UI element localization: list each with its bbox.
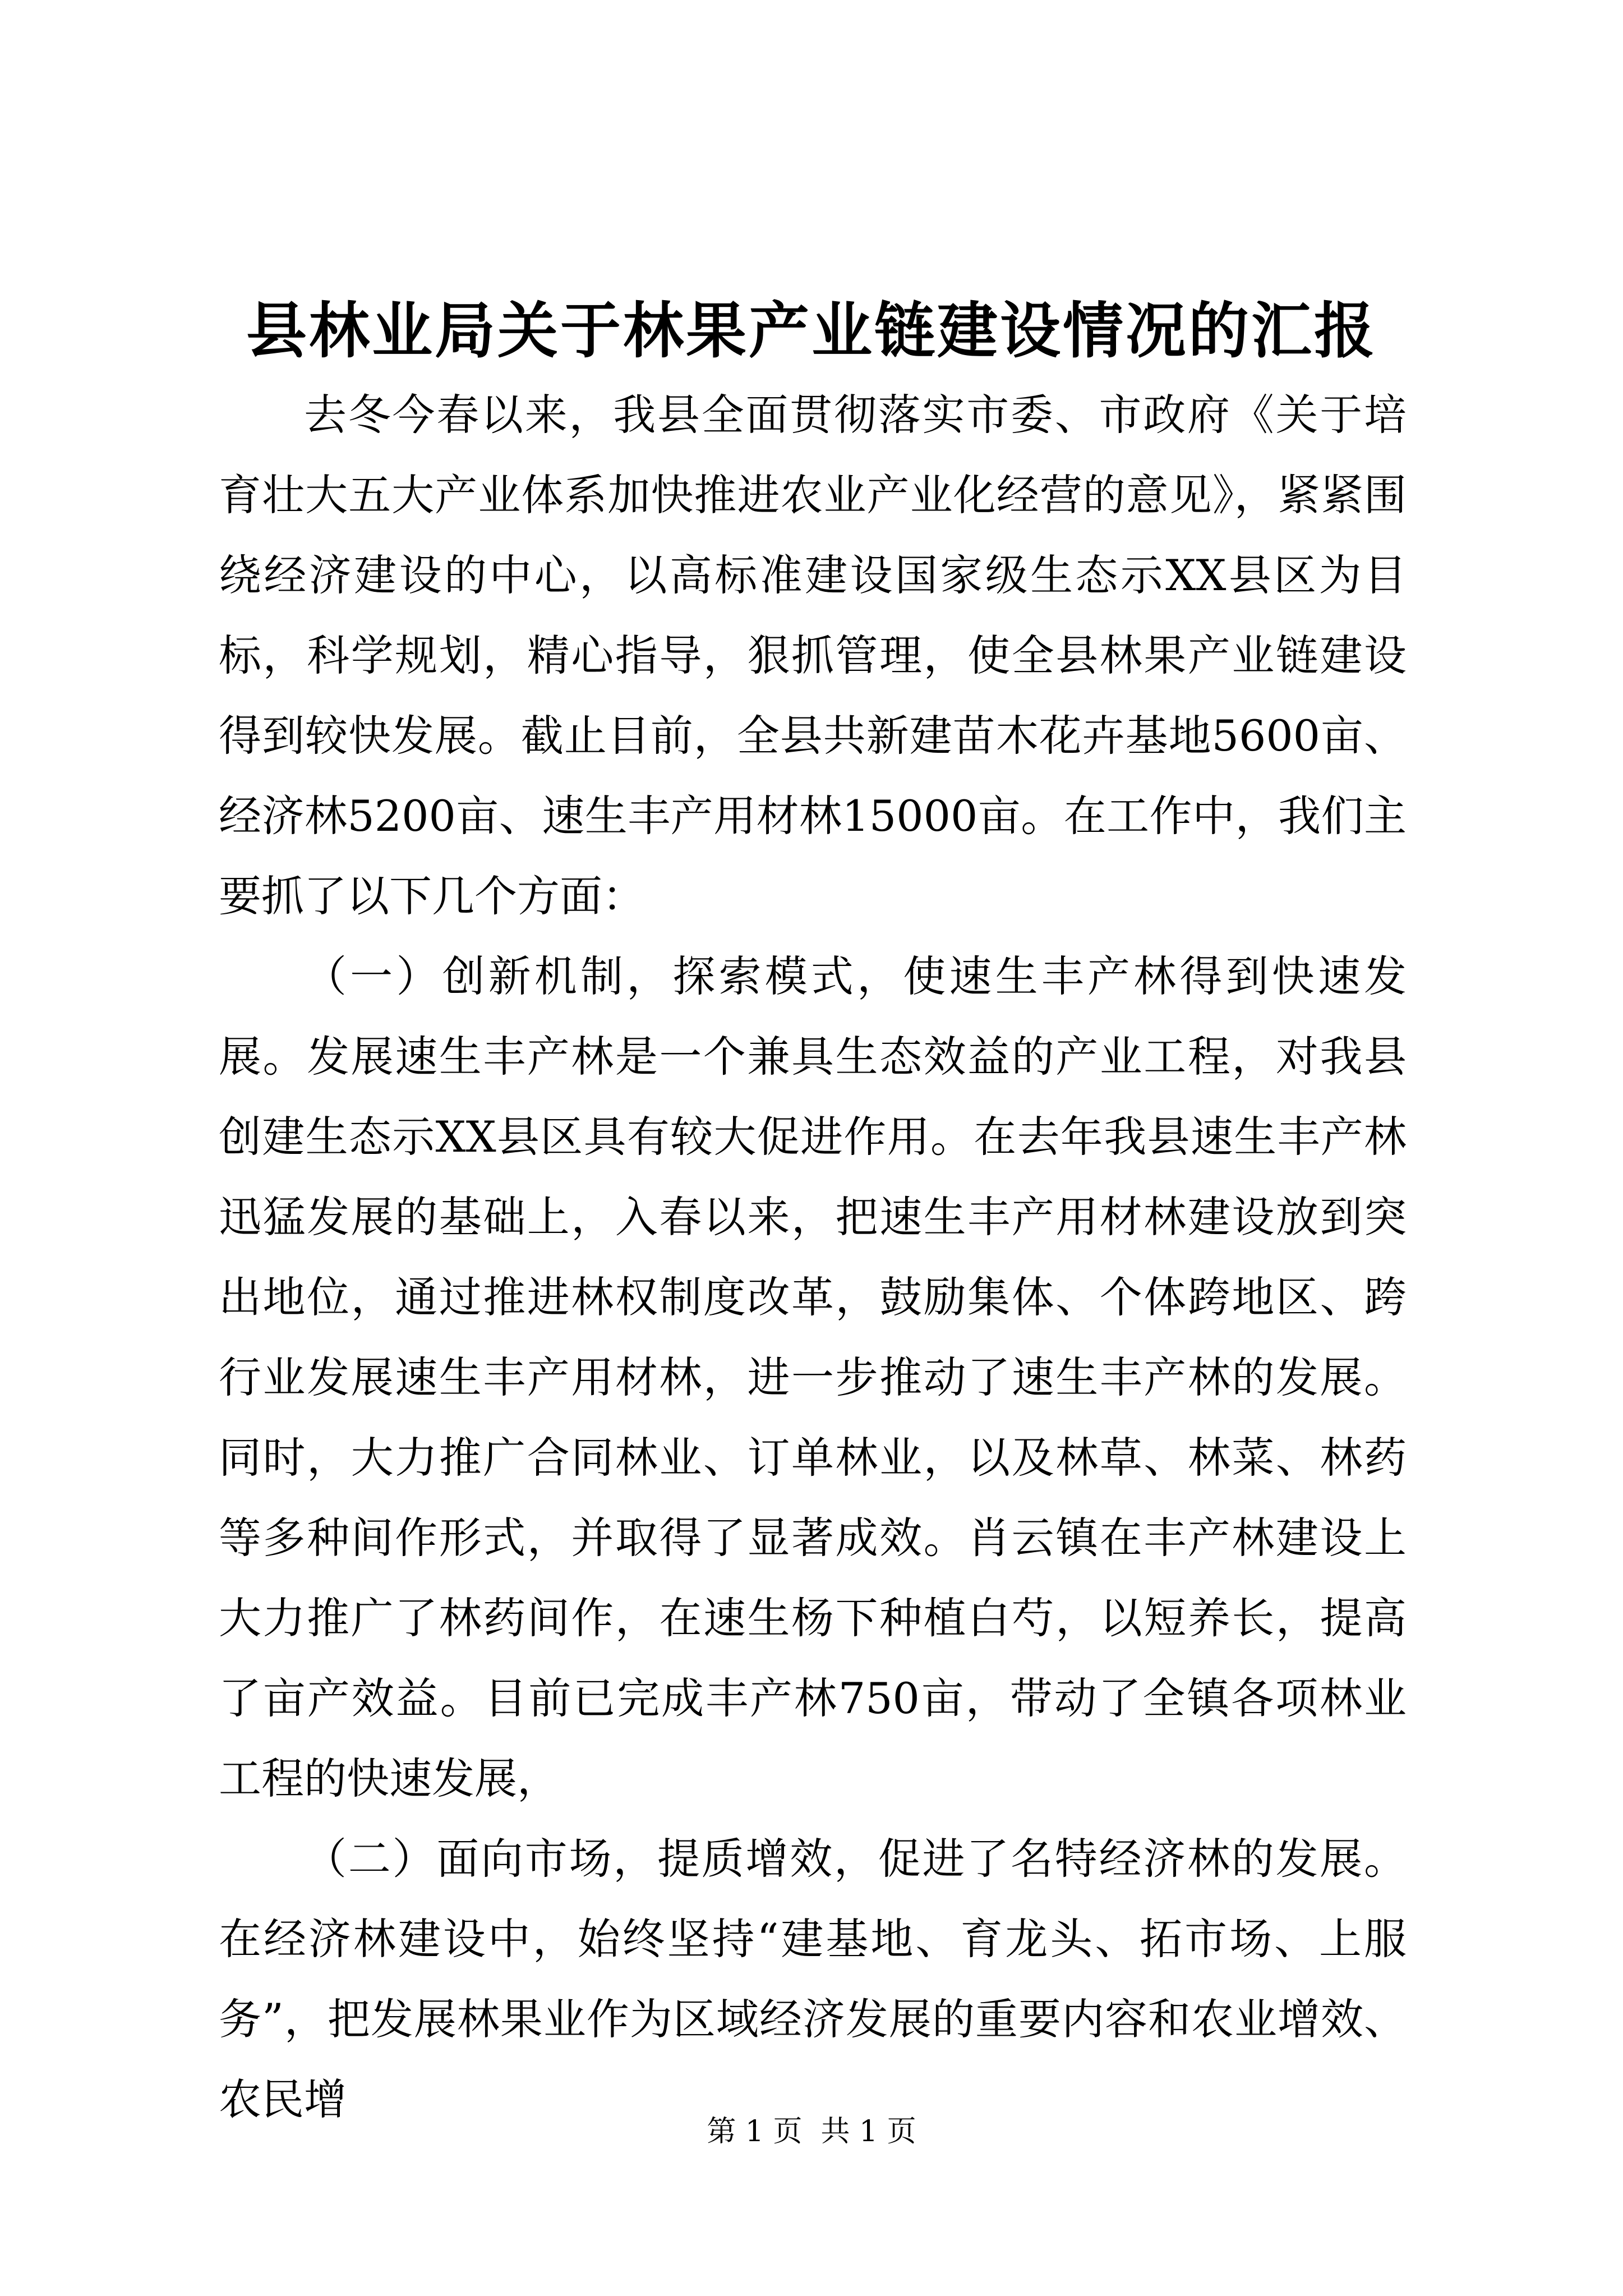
document-body bbox=[219, 375, 1407, 2139]
document-title: 县林业局关于林果产业链建设情况的汇报 bbox=[246, 296, 1377, 366]
paragraph-intro: 去冬今春以来，我县全面贯彻落实市委、市政府《关于培育壮大五大产业体系加快推进农业产业化经营的意见》，紧紧围绕经济建设的中心，以高标准建设国家级生态示XX县区为目标，科学规划，精心指导，狠抓管理，使全县林果产业链建设得到较快发展。截止目前，全县共新建苗木花卉基地5600亩、经济林5200亩、速生丰产用材林15000亩。在工作中，我们主要抓了以下几个方面： bbox=[219, 390, 1407, 921]
page-footer: 第 1 页 共 1 页 bbox=[707, 2115, 916, 2148]
paragraph-section-2: （二）面向市场，提质增效，促进了名特经济林的发展。在经济林建设中，始终坚持“建基地、育龙头、拓市场、上服务”，把发展林果业作为区域经济发展的重要内容和农业增效、农民增 bbox=[219, 1834, 1407, 2124]
paragraph-section-1: （一）创新机制，探索模式，使速生丰产林得到快速发展。发展速生丰产林是一个兼具生态效益的产业工程，对我县创建生态示XX县区具有较大促进作用。在去年我县速生丰产林迅猛发展的基础上，入春以来，把速生丰产用材林建设放到突出地位，通过推进林权制度改革，鼓励集体、个体跨地区、跨行业发展速生丰产用材林，进一步推动了速生丰产林的发展。同时，大力推广合同林业、订单林业，以及林草、林菜、林药等多种间作形式，并取得了显著成效。肖云镇在丰产林建设上大力推广了林药间作，在速生杨下种植白芍，以短养长，提高了亩产效益。目前已完成丰产林750亩，带动了全镇各项林业工程的快速发展， bbox=[219, 951, 1407, 1803]
